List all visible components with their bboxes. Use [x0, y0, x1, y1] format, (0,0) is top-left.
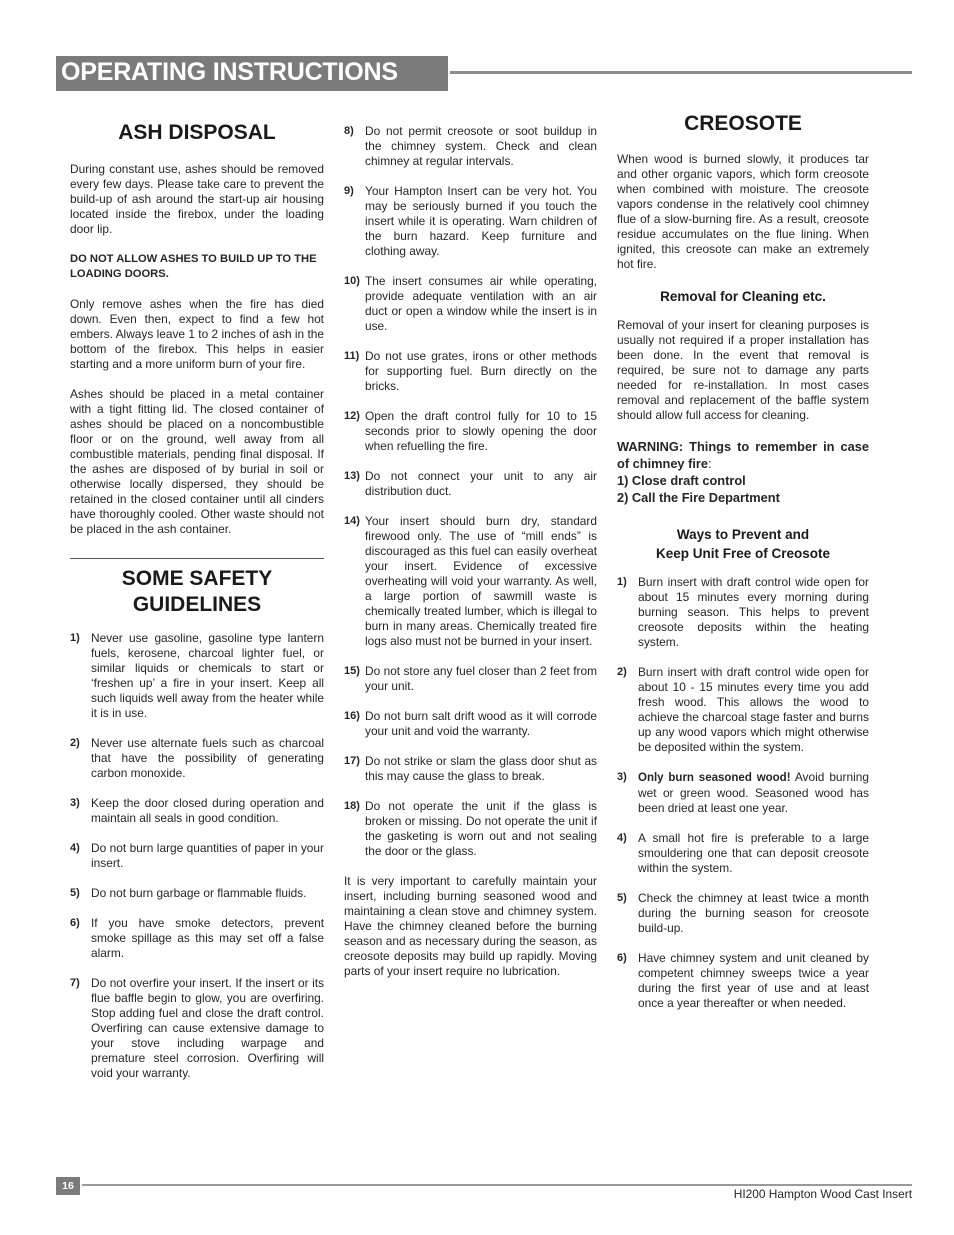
warning-step-2: 2) Call the Fire Department — [617, 490, 780, 505]
list-item: 15) Do not store any fuel closer than 2 feet from your unit. — [344, 664, 597, 693]
list-item: 4) Do not burn large quantities of paper in your insert. — [70, 841, 324, 870]
prevent-list — [617, 575, 869, 1011]
column-right — [617, 111, 869, 1026]
list-item: 5) Do not burn garbage or flammable fluids. — [70, 886, 307, 900]
page-title: OPERATING INSTRUCTIONS — [61, 58, 398, 86]
chimney-fire-steps — [617, 472, 869, 506]
ash-paragraph-1: During constant use, ashes should be removed every few days. Please take care to prevent the build-up of ash around the start-up air housing located inside the firebox, under the loading door lip. — [70, 162, 324, 236]
list-item: 18) Do not operate the unit if the glass is broken or missing. Do not operate the unit if the gasketing is worn out and not sealing the door or the glass. — [344, 799, 597, 858]
list-item: 3) Keep the door closed during operation and maintain all seals in good condition. — [70, 796, 324, 825]
creosote-title: CREOSOTE — [684, 112, 802, 135]
list-item: 5) Check the chimney at least twice a month during the burning season for creosote build-up. — [617, 891, 869, 935]
list-item: 1) Never use gasoline, gasoline type lantern fuels, kerosene, charcoal lighter fuel, or similar liquids or chemicals to start or ‘freshen up’ a fire in your insert. Keep all such liquids well away from the heater while it is in use. — [70, 631, 324, 720]
safety-title — [70, 566, 324, 618]
safety-title-line1: SOME SAFETY — [121, 567, 273, 590]
list-item: 11) Do not use grates, irons or other methods for supporting fuel. Burn directly on the bricks. — [344, 349, 597, 393]
creosote-paragraph: When wood is burned slowly, it produces tar and other organic vapors, which form creosote when combined with moisture. The creosote vapors condense in the relatively cool chimney flue of a slow-burning fire. As a result, creosote residue accumulates on the flue lining. When ignited, this creosote can make an extremely hot fire. — [617, 152, 869, 271]
list-item: 12) Open the draft control fully for 10 to 15 seconds prior to slowly opening the door when refuelling the fire. — [344, 409, 597, 453]
ash-paragraph-3: Ashes should be placed in a metal container with a tight fitting lid. The closed container of ashes should be placed on a noncombustible floor or on the ground, well away from all combustible materials, pending final disposal. If the ashes are disposed of by burial in soil or otherwise locally dispersed, they should be retained in the closed container until all cinders have thoroughly cooled. Other waste should not be placed in the ash container. — [70, 387, 324, 536]
list-item: 17) Do not strike or slam the glass door shut as this may cause the glass to break. — [344, 754, 597, 783]
safety-list-part1 — [70, 631, 324, 1081]
removal-paragraph: Removal of your insert for cleaning purposes is usually not required if a proper installation has been done. In the event that removal is required, be sure not to damage any parts needed for re-installation. In most cases removal and replacement of the baffle system should allow full access for cleaning. — [617, 318, 869, 422]
ash-disposal-title: ASH DISPOSAL — [118, 121, 276, 144]
section-divider — [70, 558, 324, 559]
header-rule — [450, 71, 912, 74]
footer-doc-title: HI200 Hampton Wood Cast Insert — [733, 1187, 912, 1201]
list-item: 7) Do not overfire your insert. If the insert or its flue baffle begin to glow, you are overfiring. Stop adding fuel and close the draft control. Overfiring can cause extensive damage to your stove including warpage and premature steel corrosion. Overfiring will void your warranty. — [70, 976, 324, 1080]
list-item: 6) Have chimney system and unit cleaned by competent chimney sweeps twice a year during the first year of use and at least once a year thereafter or when needed. — [617, 951, 869, 1010]
prevent-title: Ways to Prevent and Keep Unit Free of Creosote — [655, 527, 831, 561]
ash-paragraph-2: Only remove ashes when the fire has died down. Even then, expect to find a few hot embers. Always leave 1 to 2 inches of ash in the bottom of the firebox. This helps in easier starting and a more uniform burn of your fire. — [70, 297, 324, 371]
ash-warning: DO NOT ALLOW ASHES TO BUILD UP TO THE LOADING DOORS. — [70, 253, 317, 280]
column-left — [70, 120, 324, 1096]
list-item: 1) Burn insert with draft control wide open for about 15 minutes every morning during burning season. This helps to prevent creosote deposits within the heating system. — [617, 575, 869, 649]
removal-title: Removal for Cleaning etc. — [660, 289, 826, 304]
list-item: 14) Your insert should burn dry, standard firewood only. The use of “mill ends” is discouraged as this fuel can easily overheat your insert. Evidence of excessive overheating will void your warranty. As well, a large portion of sawmill waste is chemically treated lumber, which is illegal to burn in many areas. Chemically treated fire logs also must not be burned in your insert. — [344, 514, 597, 648]
list-item: 3) Only burn seasoned wood! Avoid burning wet or green wood. Seasoned wood has been dried at least one year. — [617, 770, 869, 815]
footer-rule — [82, 1184, 912, 1186]
list-item: 8) Do not permit creosote or soot buildup in the chimney system. Check and clean chimney at regular intervals. — [344, 124, 597, 168]
maintenance-paragraph: It is very important to carefully maintain your insert, including burning seasoned wood and maintaining a clean stove and chimney system. Have the chimney cleaned before the burning season and as necessary during the season, as creosote deposits may build up rapidly. Moving parts of your insert require no lubrication. — [344, 874, 597, 978]
list-item: 2) Never use alternate fuels such as charcoal that have the possibility of generating carbon monoxide. — [70, 736, 324, 780]
warning-step-1: 1) Close draft control — [617, 473, 746, 488]
list-item: 6) If you have smoke detectors, prevent smoke spillage as this may set off a false alarm. — [70, 916, 324, 960]
list-item: 4) A small hot fire is preferable to a large smouldering one that can deposit creosote within the system. — [617, 831, 869, 875]
column-middle — [344, 124, 597, 979]
list-item: 2) Burn insert with draft control wide open for about 10 - 15 minutes every time you add fresh wood. This allows the wood to achieve the charcoal stage faster and burns up any wood vapors which might otherwise be deposited within the system. — [617, 665, 869, 754]
list-item: 9) Your Hampton Insert can be very hot. You may be seriously burned if you touch the insert while it is operating. Warn children of the burn hazard. Keep furniture and clothing away. — [344, 184, 597, 258]
page-number: 16 — [56, 1177, 80, 1195]
list-item: 16) Do not burn salt drift wood as it will corrode your unit and void the warranty. — [344, 709, 597, 738]
list-item: 13) Do not connect your unit to any air distribution duct. — [344, 469, 597, 498]
safety-list-part2 — [344, 124, 597, 859]
chimney-fire-warning: WARNING: Things to remember in case of chimney fire: — [617, 439, 869, 471]
list-item: 10) The insert consumes air while operating, provide adequate ventilation with an air duct or open a window while the insert is in use. — [344, 274, 597, 333]
safety-title-line2: GUIDELINES — [132, 593, 262, 616]
